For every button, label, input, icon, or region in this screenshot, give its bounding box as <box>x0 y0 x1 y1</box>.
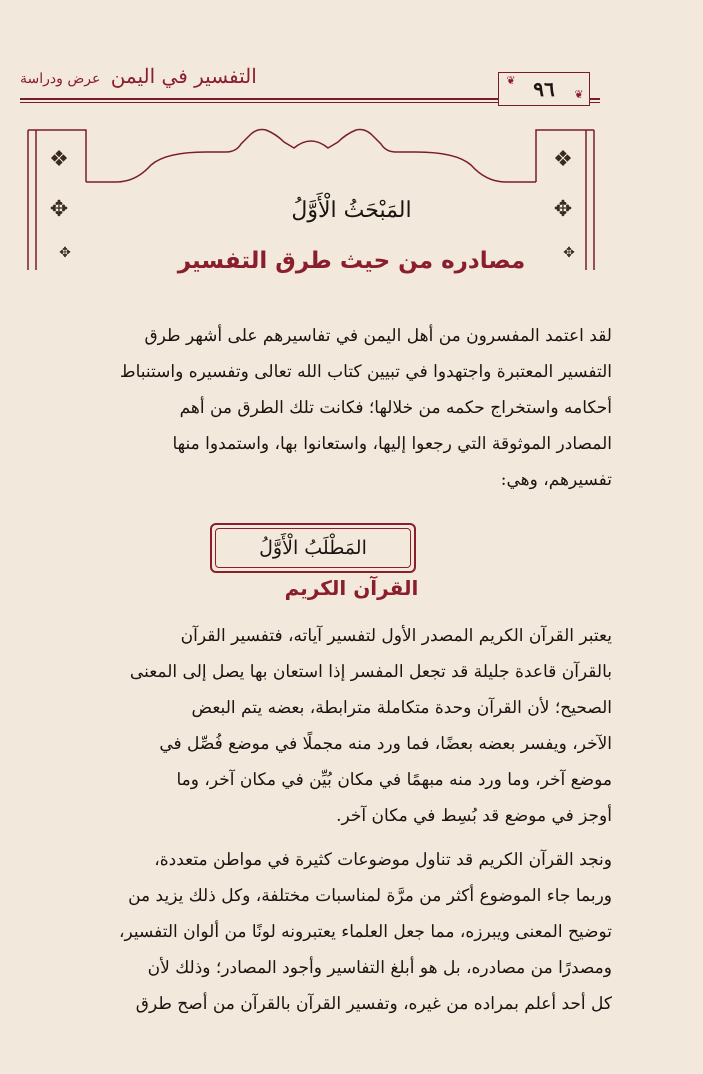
running-title-main: التفسير في اليمن <box>110 64 257 88</box>
text-line: موضع آخر، وما ورد منه مبهمًا في مكان بُيِّن في مكان آخر، وما <box>176 770 612 790</box>
text-line: ومصدرًا من مصادره، بل هو أبلغ التفاسير وأجود المصادر؛ وذلك لأن <box>147 958 612 978</box>
text-line: لقد اعتمد المفسرون من أهل اليمن في تفاسيرهم على أشهر طرق <box>144 326 612 346</box>
ornament-icon: ✥ <box>553 196 573 222</box>
text-line: المصادر الموثوقة التي رجعوا إليها، واستعانوا بها، واستمدوا منها <box>172 434 612 454</box>
text-line: الصحيح؛ لأن القرآن وحدة متكاملة مترابطة، بعضه يتم البعض <box>191 698 612 718</box>
text-line: وربما جاء الموضوع أكثر من مرَّة لمناسبات مختلفة، وكل ذلك يزيد من <box>128 886 612 906</box>
text-line: التفسير المعتبرة واجتهدوا في تبيين كتاب الله تعالى وتفسيره واستنباط <box>119 362 612 382</box>
running-header <box>20 62 600 108</box>
subsection-title: القرآن الكريم <box>284 576 419 600</box>
text-line: أوجز في موضع قد بُسِط في مكان آخر. <box>336 806 612 826</box>
text-line: تفسيرهم، وهي: <box>500 470 612 490</box>
flourish-icon: ❦ <box>506 74 516 87</box>
text-line: يعتبر القرآن الكريم المصدر الأول لتفسير آياته، فتفسير القرآن <box>180 626 612 646</box>
flourish-icon: ❦ <box>574 88 584 101</box>
text-line: أحكامه واستخراج حكمه من خلالها؛ فكانت تلك الطرق من أهم <box>179 398 612 418</box>
ornament-icon: ❖ <box>49 146 69 172</box>
section-heading: المَبْحَثُ الْأَوَّلُ <box>291 198 412 223</box>
ornament-icon: ✥ <box>59 245 71 261</box>
section-title: مصادره من حيث طرق التفسير <box>177 248 526 274</box>
text-line: كل أحد أعلم بمراده من غيره، وتفسير القرآن بالقرآن من أصح طرق <box>135 994 612 1014</box>
ornament-icon: ✥ <box>49 196 69 222</box>
ornament-icon: ❖ <box>553 146 573 172</box>
running-title-sub: عرض ودراسة <box>20 71 101 87</box>
paragraph-1 <box>32 618 612 834</box>
paragraph-2 <box>32 842 612 1022</box>
text-line: توضيح المعنى ويبرزه، مما جعل العلماء يعتبرونه لونًا من ألوان التفسير، <box>118 922 612 942</box>
text-line: ونجد القرآن الكريم قد تناول موضوعات كثيرة في مواطن متعددة، <box>154 850 612 870</box>
ornament-icon: ✥ <box>563 245 575 261</box>
subsection-heading: المَطْلَبُ الْأَوَّلُ <box>259 537 367 559</box>
subsection-heading-box <box>210 523 416 573</box>
page-number-text: ٩٦ <box>533 77 555 101</box>
text-line: بالقرآن قاعدة جليلة قد تجعل المفسر إذا استعان بها يصل إلى المعنى <box>129 662 612 682</box>
running-title <box>20 64 257 88</box>
intro-paragraph <box>32 318 612 498</box>
text-line: الآخر، ويفسر بعضه بعضًا، فما ورد منه مجملًا في موضع فُصِّل في <box>159 734 612 754</box>
